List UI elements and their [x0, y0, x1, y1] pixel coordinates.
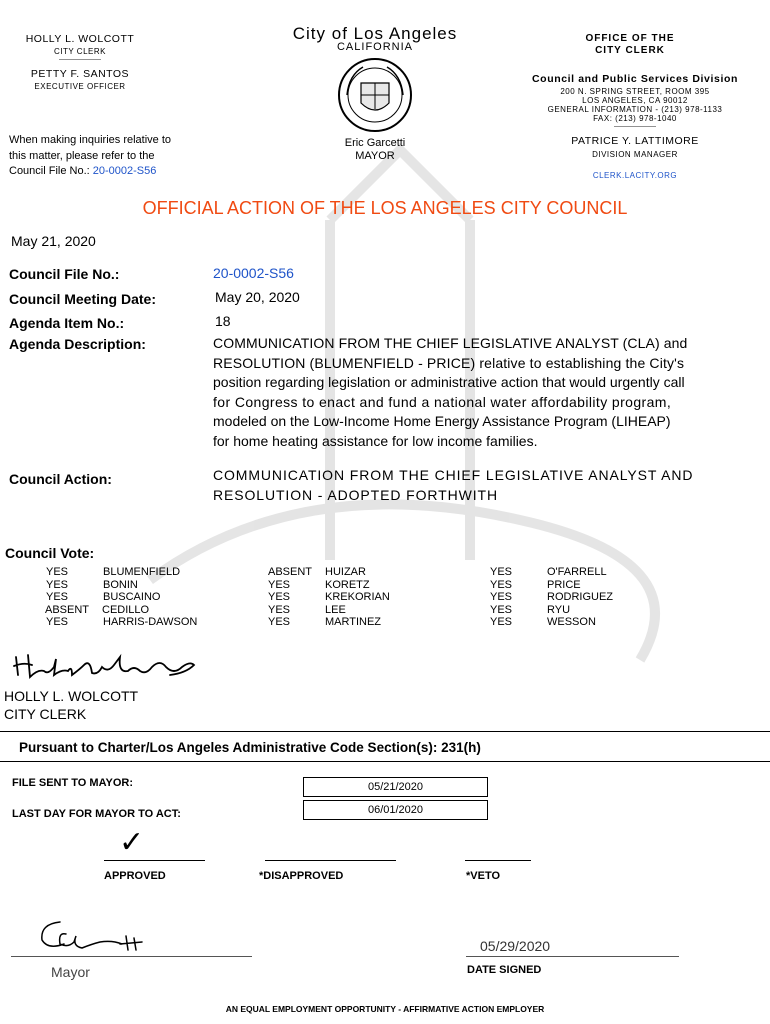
last-day-date: 06/01/2020: [303, 800, 488, 820]
vote-row: YES KORETZ: [268, 578, 370, 591]
council-action: COMMUNICATION FROM THE CHIEF LEGISLATIVE ANALYST AND RESOLUTION - ADOPTED FORTHWITH: [213, 467, 694, 503]
sent-to-mayor-label: FILE SENT TO MAYOR:: [12, 777, 134, 789]
vote-row: ABSENT HUIZAR: [268, 566, 366, 578]
page-title: OFFICIAL ACTION OF THE LOS ANGELES CITY COUNCIL: [142, 198, 628, 218]
mayor-title: MAYOR: [355, 150, 395, 162]
mayor-label: Mayor: [51, 964, 90, 980]
footer-eeo: AN EQUAL EMPLOYMENT OPPORTUNITY - AFFIRMATIVE ACTION EMPLOYER: [225, 1004, 545, 1014]
council-file-link[interactable]: 20-0002-S56: [213, 265, 294, 281]
address-line4: FAX: (213) 978-1040: [593, 114, 677, 123]
vote-row: YES BUSCAINO: [46, 591, 161, 603]
clerk-signature-title: CITY CLERK: [4, 706, 87, 722]
vote-column-2: [268, 566, 390, 629]
clerk-name: HOLLY L. WOLCOTT: [25, 33, 135, 45]
mayor-signature-icon: [30, 914, 150, 956]
inquiry-note: When making inquiries relative to this matter, please refer to the Council File No.: 20-0002-S56: [9, 134, 172, 177]
council-vote-label: Council Vote:: [5, 545, 95, 561]
address-line3: GENERAL INFORMATION - (213) 978-1133: [547, 105, 723, 114]
vote-row: YES RYU: [490, 603, 571, 616]
vote-row: ABSENT CEDILLO: [45, 603, 150, 616]
agenda-item-value: 18: [215, 313, 231, 329]
inquiry-file-link[interactable]: 20-0002-S56: [92, 165, 157, 177]
date-signed-label: DATE SIGNED: [467, 964, 542, 976]
vote-row: YES MARTINEZ: [268, 616, 382, 628]
agenda-description-label: Agenda Description:: [9, 336, 146, 352]
vote-row: YES O'FARRELL: [490, 566, 607, 578]
mayor-name: Eric Garcetti: [344, 137, 406, 149]
state-name: CALIFORNIA: [336, 41, 413, 53]
council-action-label: Council Action:: [9, 471, 112, 487]
vote-row: YES LEE: [268, 603, 346, 616]
approved-label: APPROVED: [104, 870, 166, 882]
address-rule: ———————: [614, 124, 656, 130]
clerk-title: CITY CLERK: [54, 47, 106, 56]
division-name: Council and Public Services Division: [532, 73, 738, 85]
office-line2: CITY CLERK: [595, 45, 665, 56]
manager-name: PATRICE Y. LATTIMORE: [571, 135, 699, 147]
disapproved-label: *DISAPPROVED: [259, 870, 344, 882]
address-line1: 200 N. SPRING STREET, ROOM 395: [560, 87, 710, 96]
clerk-signature-name: HOLLY L. WOLCOTT: [4, 688, 139, 704]
vote-row: YES BLUMENFIELD: [46, 566, 181, 578]
vote-row: YES PRICE: [490, 578, 581, 591]
address-line2: LOS ANGELES, CA 90012: [582, 96, 688, 105]
clerk-rule: ———————: [59, 57, 101, 63]
vote-row: YES KREKORIAN: [268, 591, 390, 603]
vote-row: YES RODRIGUEZ: [490, 591, 613, 603]
manager-title: DIVISION MANAGER: [592, 150, 678, 159]
document-date: May 21, 2020: [11, 233, 96, 249]
vote-column-3: [490, 566, 613, 629]
approved-checkmark-icon: ✓: [119, 826, 145, 859]
vote-row: YES BONIN: [46, 578, 138, 591]
agenda-description: COMMUNICATION FROM THE CHIEF LEGISLATIVE ANALYST (CLA) and RESOLUTION (BLUMENFIELD - PRICE) relative to establishing the City's position regarding legislation or administrative action that would urgently call for Congress to enact and fund a national water affordability program, modeled on the Low-Income Home Energy Assistance Program (LIHEAP) for home heating assistance for low income families.: [213, 335, 688, 449]
date-signed-value: 05/29/2020: [480, 938, 551, 954]
veto-label: *VETO: [466, 870, 501, 882]
council-file-label: Council File No.:: [9, 266, 120, 282]
last-day-label: LAST DAY FOR MAYOR TO ACT:: [12, 808, 181, 820]
vote-column-1: [46, 566, 197, 629]
vote-row: YES WESSON: [490, 616, 596, 628]
vote-row: YES HARRIS-DAWSON: [46, 616, 198, 628]
city-seal: [337, 57, 413, 133]
meeting-date-value: May 20, 2020: [215, 289, 300, 305]
exec-title: EXECUTIVE OFFICER: [34, 82, 126, 91]
exec-name: PETTY F. SANTOS: [30, 68, 130, 80]
website-link[interactable]: CLERK.LACITY.ORG: [592, 171, 678, 180]
sent-to-mayor-date: 05/21/2020: [303, 777, 488, 797]
meeting-date-label: Council Meeting Date:: [9, 291, 157, 307]
office-line1: OFFICE OF THE: [585, 33, 675, 44]
charter-reference: Pursuant to Charter/Los Angeles Administrative Code Section(s): 231(h): [19, 740, 481, 755]
clerk-signature-icon: [10, 645, 200, 683]
agenda-item-label: Agenda Item No.:: [9, 315, 125, 331]
city-title: City of Los Angeles: [292, 24, 458, 43]
